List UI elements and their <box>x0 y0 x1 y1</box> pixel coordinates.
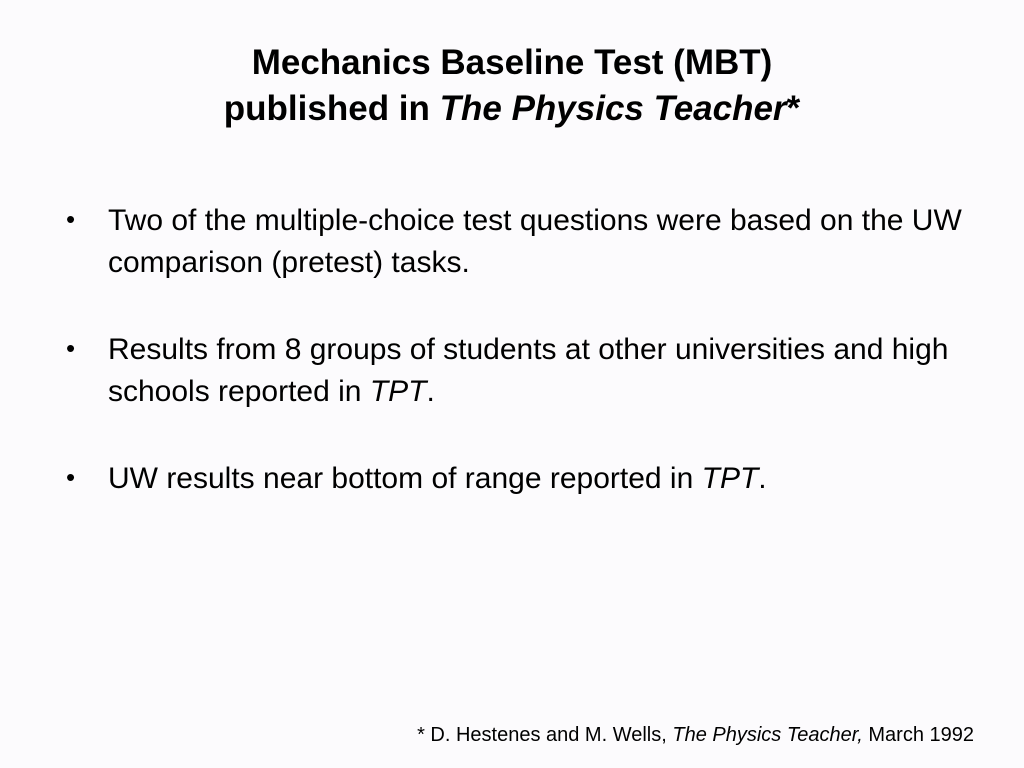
bullet-text-italic: TPT <box>369 375 427 408</box>
bullet-text: Two of the multiple-choice test questions were based on the UW comparison (pretest) tasks. <box>108 204 962 279</box>
bullet-text-prefix: UW results near bottom of range reported in <box>108 462 702 495</box>
bullet-icon: • <box>66 333 76 363</box>
bullet-icon: • <box>66 204 76 234</box>
footnote-prefix: * D. Hestenes and M. Wells, <box>417 724 673 746</box>
bullet-item-2 <box>62 329 962 413</box>
bullet-list <box>62 200 962 500</box>
slide-title <box>0 40 1024 132</box>
footnote-citation <box>417 720 974 750</box>
title-line-2 <box>0 86 1024 132</box>
bullet-text <box>108 462 767 495</box>
bullet-text-italic: TPT <box>701 462 759 495</box>
footnote-suffix: March 1992 <box>862 724 974 746</box>
title-asterisk: * <box>786 89 801 128</box>
title-line-2-prefix: published in <box>223 89 440 128</box>
bullet-text-suffix: . <box>426 375 435 408</box>
footnote-journal: The Physics Teacher, <box>672 724 863 746</box>
title-line-1: Mechanics Baseline Test (MBT) <box>251 43 773 82</box>
title-journal-name: The Physics Teacher <box>439 89 787 128</box>
bullet-item-3 <box>62 458 962 500</box>
bullet-icon: • <box>66 462 76 492</box>
bullet-text-prefix: Results from 8 groups of students at other universities and high schools reported in <box>108 333 949 408</box>
bullet-item-1 <box>62 200 962 284</box>
bullet-text-suffix: . <box>758 462 767 495</box>
bullet-text <box>108 333 948 408</box>
